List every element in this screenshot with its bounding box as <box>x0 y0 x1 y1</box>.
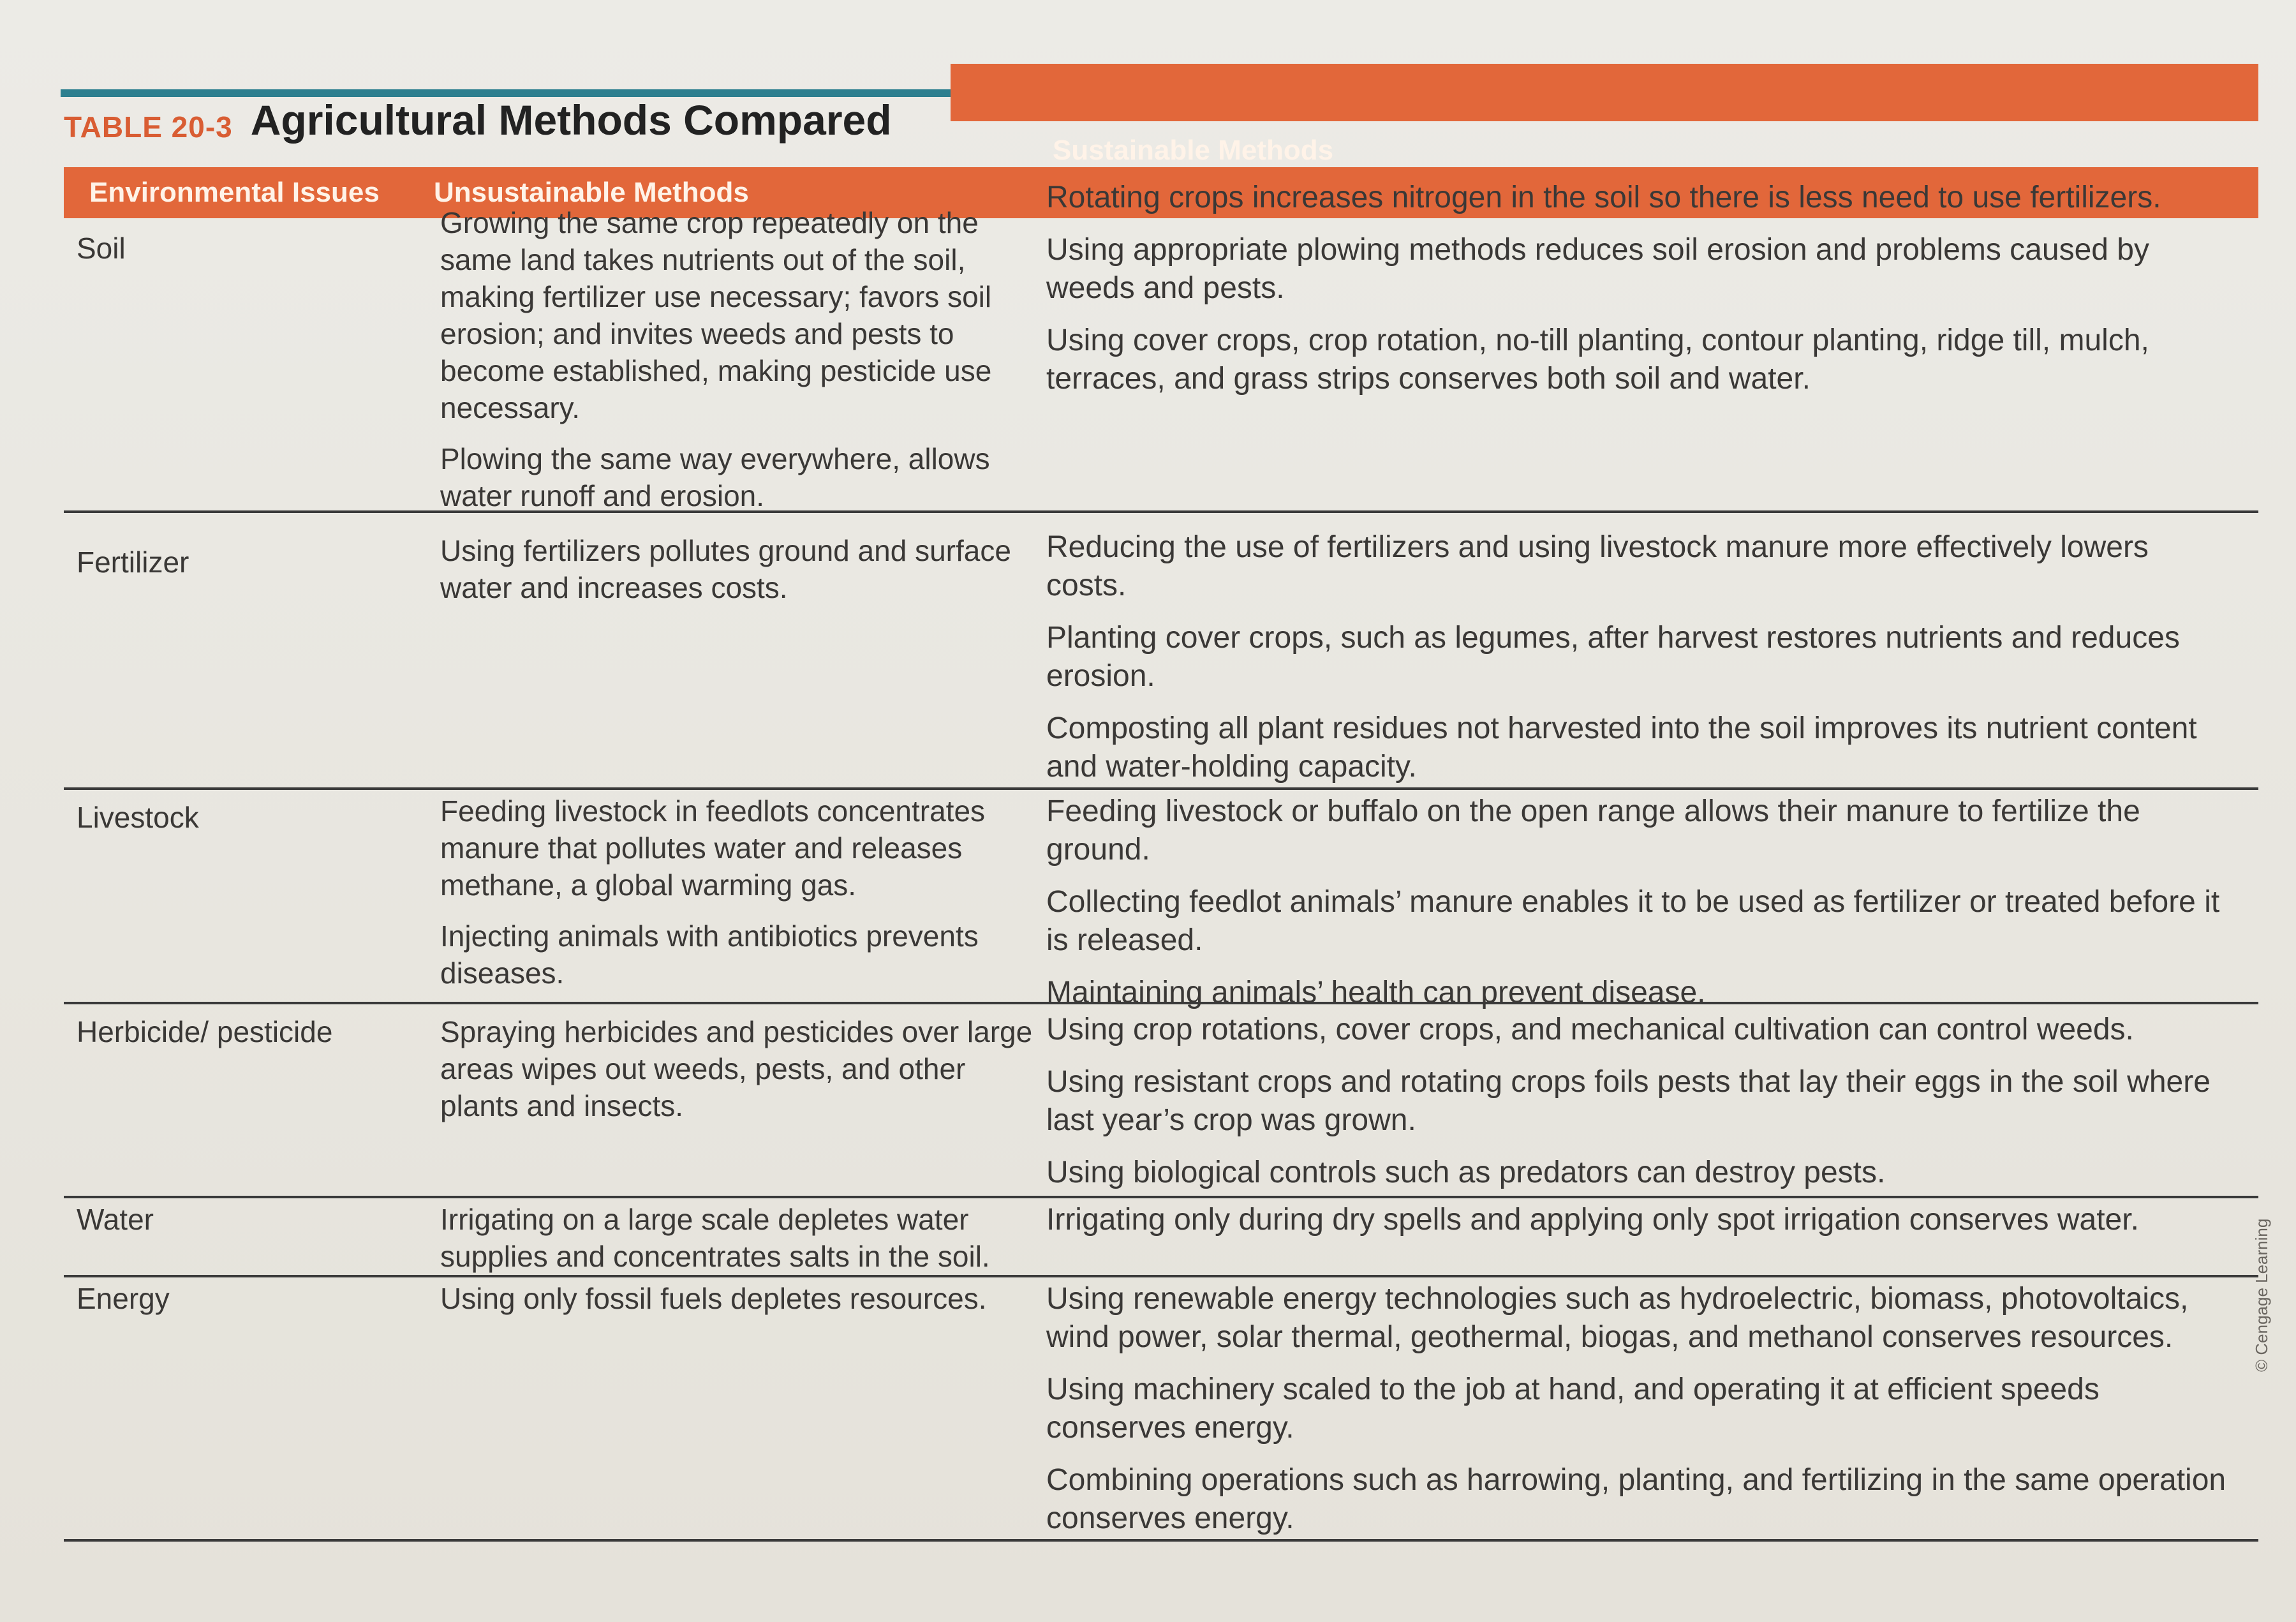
sustainable-item: Planting cover crops, such as legumes, after harvest restores nutrients and reduces erosion. <box>1046 621 2180 693</box>
sustainable-item: Using cover crops, crop rotation, no-till planting, contour planting, ridge till, mulch, terraces, and grass strips conserves both soil and water. <box>1046 324 2149 396</box>
sustainable-item: Using crop rotations, cover crops, and mechanical cultivation can control weeds. <box>1046 1013 2134 1046</box>
table-row-fertilizer <box>64 513 2258 790</box>
unsustainable-item: Using only fossil fuels depletes resources. <box>440 1282 987 1315</box>
unsustainable-cell <box>434 1198 1046 1275</box>
unsustainable-item: Growing the same crop repeatedly on the same land takes nutrients out of the soil, making fertilizer use necessary; favors soil erosion; and invites weeds and pests to become established, making pesticide use necessary. <box>440 206 992 424</box>
table-row-soil <box>64 179 2258 513</box>
orange-header-band <box>951 64 2258 121</box>
sustainable-item: Maintaining animals’ health can prevent disease. <box>1046 976 1706 1009</box>
copyright-credit: © Cengage Learning <box>2252 1218 2271 1372</box>
header-environmental-issues: Environmental Issues <box>89 177 380 208</box>
issue-cell: Fertilizer <box>77 546 189 579</box>
unsustainable-item: Plowing the same way everywhere, allows water runoff and erosion. <box>440 442 990 512</box>
table-row-livestock <box>64 790 2258 1009</box>
sustainable-cell <box>1046 790 2258 1009</box>
sustainable-item: Feeding livestock or buffalo on the open range allows their manure to fertilize the ground. <box>1046 794 2140 867</box>
table-title: Agricultural Methods Compared <box>250 96 892 144</box>
unsustainable-cell <box>434 179 1046 510</box>
unsustainable-cell <box>434 790 1046 1002</box>
unsustainable-cell <box>434 513 1046 787</box>
issue-cell: Energy <box>77 1282 170 1315</box>
sustainable-item: Using renewable energy technologies such as hydroelectric, biomass, photovoltaics, wind power, solar thermal, geothermal, biogas, and methanol conserves resources. <box>1046 1282 2189 1354</box>
sustainable-item: Collecting feedlot animals’ manure enables it to be used as fertilizer or treated before it is released. <box>1046 885 2220 957</box>
unsustainable-cell <box>434 1277 1046 1539</box>
unsustainable-cell <box>434 1004 1046 1196</box>
issue-cell: Soil <box>77 232 126 265</box>
table-row-herbicide-pesticide <box>64 1004 2258 1198</box>
issue-cell: Herbicide/ pesticide <box>77 1015 333 1048</box>
sustainable-item: Reducing the use of fertilizers and using livestock manure more effectively lowers costs. <box>1046 530 2149 602</box>
sustainable-item: Rotating crops increases nitrogen in the soil so there is less need to use fertilizers. <box>1046 181 2161 214</box>
sustainable-cell <box>1046 1277 2258 1539</box>
table-row-water <box>64 1198 2258 1277</box>
sustainable-cell <box>1046 1198 2258 1275</box>
sustainable-item: Composting all plant residues not harvested into the soil improves its nutrient content and water-holding capacity. <box>1046 711 2197 784</box>
issue-cell: Water <box>77 1203 154 1236</box>
sustainable-item: Irrigating only during dry spells and applying only spot irrigation conserves water. <box>1046 1203 2139 1237</box>
header-sustainable-methods: Sustainable Methods <box>1053 135 1334 166</box>
table-caption <box>64 96 892 144</box>
sustainable-item: Using appropriate plowing methods reduces soil erosion and problems caused by weeds and pests. <box>1046 233 2149 305</box>
unsustainable-item: Spraying herbicides and pesticides over large areas wipes out weeds, pests, and other plants and insects. <box>440 1015 1033 1122</box>
sustainable-item: Using resistant crops and rotating crops foils pests that lay their eggs in the soil where last year’s crop was grown. <box>1046 1065 2211 1137</box>
sustainable-cell <box>1046 179 2258 510</box>
sustainable-item: Combining operations such as harrowing, planting, and fertilizing in the same operation conserves energy. <box>1046 1463 2226 1535</box>
sustainable-cell <box>1046 513 2258 787</box>
unsustainable-item: Irrigating on a large scale depletes water supplies and concentrates salts in the soil. <box>440 1203 990 1273</box>
sustainable-item: Using biological controls such as predators can destroy pests. <box>1046 1156 1886 1189</box>
sustainable-item: Using machinery scaled to the job at hand, and operating it at efficient speeds conserves energy. <box>1046 1373 2100 1445</box>
unsustainable-item: Feeding livestock in feedlots concentrates manure that pollutes water and releases methane, a global warming gas. <box>440 794 986 902</box>
unsustainable-item: Using fertilizers pollutes ground and surface water and increases costs. <box>440 534 1011 604</box>
table-number: TABLE 20-3 <box>64 110 233 144</box>
header-unsustainable-methods: Unsustainable Methods <box>434 177 749 208</box>
sustainable-cell <box>1046 1004 2258 1196</box>
issue-cell: Livestock <box>77 801 199 834</box>
table-row-energy <box>64 1277 2258 1542</box>
unsustainable-item: Injecting animals with antibiotics prevents diseases. <box>440 919 979 990</box>
